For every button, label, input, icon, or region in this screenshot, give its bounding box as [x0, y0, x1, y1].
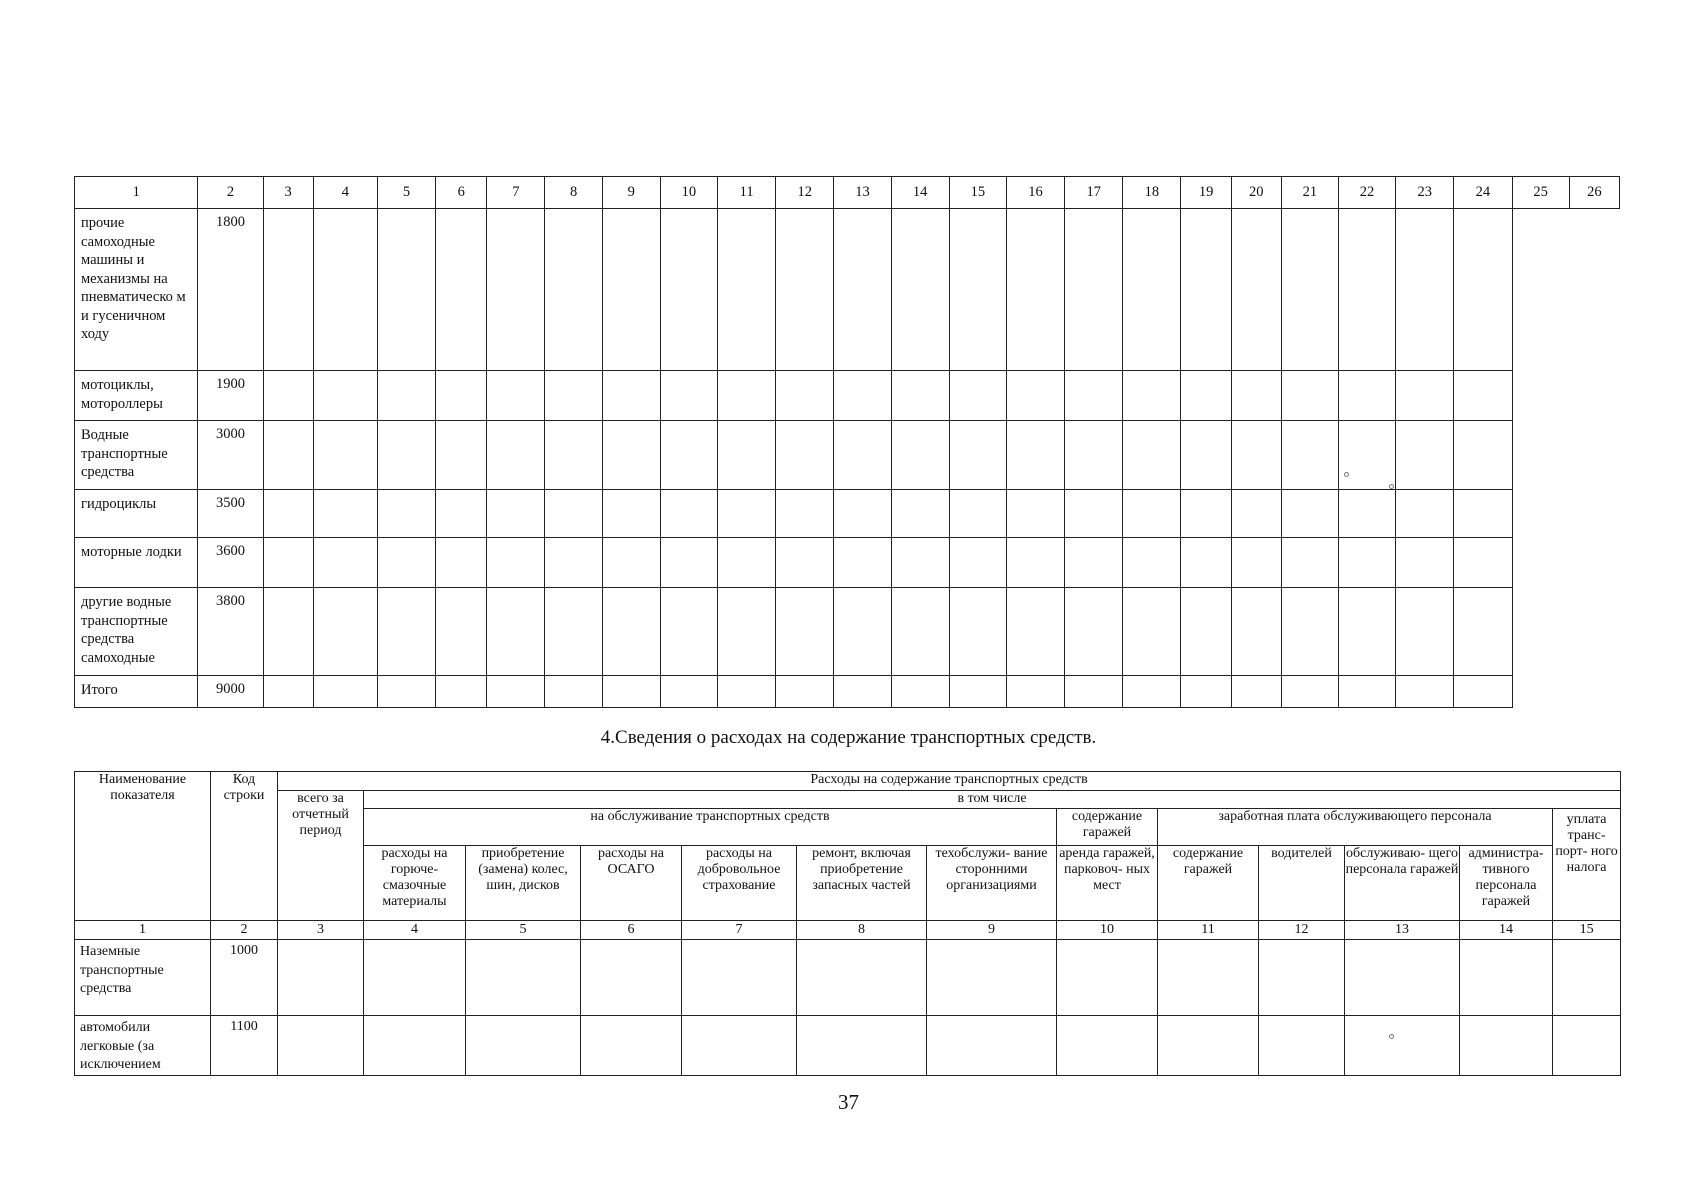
header-drivers: водителей — [1259, 846, 1345, 921]
row-name: другие водные транспортные средства самоходные — [75, 588, 198, 676]
column-number: 5 — [377, 177, 435, 209]
column-number-row — [75, 921, 1621, 940]
column-number: 10 — [1057, 921, 1158, 940]
column-number: 6 — [436, 177, 487, 209]
table-row — [75, 588, 1620, 676]
header-sal-garage: содержание гаражей — [1158, 846, 1259, 921]
row-name: Водные транспортные средства — [75, 421, 198, 490]
column-number: 1 — [75, 921, 211, 940]
row-name: гидроциклы — [75, 490, 198, 538]
header-osago: расходы на ОСАГО — [581, 846, 682, 921]
column-number: 3 — [263, 177, 313, 209]
row-code: 9000 — [198, 676, 263, 708]
column-number: 26 — [1569, 177, 1619, 209]
column-number: 14 — [1460, 921, 1553, 940]
column-number: 18 — [1123, 177, 1181, 209]
column-number: 2 — [198, 177, 263, 209]
column-number: 21 — [1281, 177, 1338, 209]
row-name: мотоциклы, мотороллеры — [75, 371, 198, 421]
row-name: автомобили легковые (за исключением — [75, 1016, 211, 1076]
column-number: 12 — [1259, 921, 1345, 940]
header-garage-upkeep: содержание гаражей — [1057, 809, 1158, 846]
column-number: 6 — [581, 921, 682, 940]
scan-speck — [1344, 472, 1349, 477]
column-number: 8 — [545, 177, 602, 209]
table-row — [75, 490, 1620, 538]
row-code: 1100 — [211, 1016, 278, 1076]
header-salary: заработная плата обслуживающего персонала — [1158, 809, 1553, 846]
column-number: 20 — [1231, 177, 1281, 209]
column-number: 15 — [949, 177, 1006, 209]
header-row — [75, 772, 1621, 791]
header-sal-admin: администра- тивного персонала гаражей — [1460, 846, 1553, 921]
column-number: 4 — [364, 921, 466, 940]
scan-speck — [1389, 484, 1394, 489]
row-code: 3000 — [198, 421, 263, 490]
column-number: 11 — [1158, 921, 1259, 940]
column-number-row — [75, 177, 1620, 209]
column-number: 22 — [1338, 177, 1395, 209]
table-row — [75, 538, 1620, 588]
page-number: 37 — [838, 1090, 859, 1114]
header-sal-service: обслуживаю- щего персонала гаражей — [1345, 846, 1460, 921]
row-name: Наземные транспортные средства — [75, 940, 211, 1016]
table-row — [75, 1016, 1621, 1076]
column-number: 1 — [75, 177, 198, 209]
vehicles-table — [74, 176, 1620, 708]
column-number: 23 — [1396, 177, 1454, 209]
column-number: 9 — [927, 921, 1057, 940]
table-row — [75, 940, 1621, 1016]
column-number: 3 — [278, 921, 364, 940]
column-number: 7 — [487, 177, 545, 209]
column-number: 14 — [891, 177, 949, 209]
header-tires: приобретение (замена) колес, шин, дисков — [466, 846, 581, 921]
header-repair: ремонт, включая приобретение запасных частей — [797, 846, 927, 921]
header-row — [75, 791, 1621, 809]
row-code: 1800 — [198, 209, 263, 371]
column-number: 7 — [682, 921, 797, 940]
header-fuel: расходы на горюче- смазочные материалы — [364, 846, 466, 921]
header-code: Код строки — [211, 772, 278, 921]
row-code: 1000 — [211, 940, 278, 1016]
column-number: 5 — [466, 921, 581, 940]
header-name: Наименование показателя — [75, 772, 211, 921]
column-number: 25 — [1512, 177, 1569, 209]
header-rent: аренда гаражей, парковоч- ных мест — [1057, 846, 1158, 921]
column-number: 9 — [602, 177, 660, 209]
header-service: на обслуживание транспортных средств — [364, 809, 1057, 846]
table-row — [75, 421, 1620, 490]
table-row — [75, 676, 1620, 708]
column-number: 13 — [834, 177, 891, 209]
column-number: 2 — [211, 921, 278, 940]
table-row — [75, 209, 1620, 371]
column-number: 24 — [1454, 177, 1512, 209]
row-name: прочие самоходные машины и механизмы на пневматическо м и гусеничном ходу — [75, 209, 198, 371]
header-tax: уплата транс- порт- ного налога — [1553, 809, 1621, 921]
column-number: 12 — [776, 177, 834, 209]
row-name: Итого — [75, 676, 198, 708]
header-total: всего за отчетный период — [278, 791, 364, 921]
column-number: 16 — [1006, 177, 1064, 209]
row-name: моторные лодки — [75, 538, 198, 588]
header-voluntary: расходы на добровольное страхование — [682, 846, 797, 921]
expenses-table — [74, 771, 1621, 1076]
header-including: в том числе — [364, 791, 1621, 809]
column-number: 17 — [1065, 177, 1123, 209]
column-number: 11 — [718, 177, 776, 209]
row-code: 3600 — [198, 538, 263, 588]
header-third-party: техобслужи- вание сторонними организациями — [927, 846, 1057, 921]
column-number: 8 — [797, 921, 927, 940]
column-number: 15 — [1553, 921, 1621, 940]
row-code: 3800 — [198, 588, 263, 676]
column-number: 4 — [313, 177, 377, 209]
scan-speck — [1389, 1034, 1394, 1039]
column-number: 13 — [1345, 921, 1460, 940]
column-number: 19 — [1181, 177, 1231, 209]
row-code: 3500 — [198, 490, 263, 538]
table-row — [75, 371, 1620, 421]
row-code: 1900 — [198, 371, 263, 421]
column-number: 10 — [660, 177, 717, 209]
section-title: 4.Сведения о расходах на содержание транспортных средств. — [600, 727, 1097, 748]
header-expenses: Расходы на содержание транспортных средств — [278, 772, 1621, 791]
